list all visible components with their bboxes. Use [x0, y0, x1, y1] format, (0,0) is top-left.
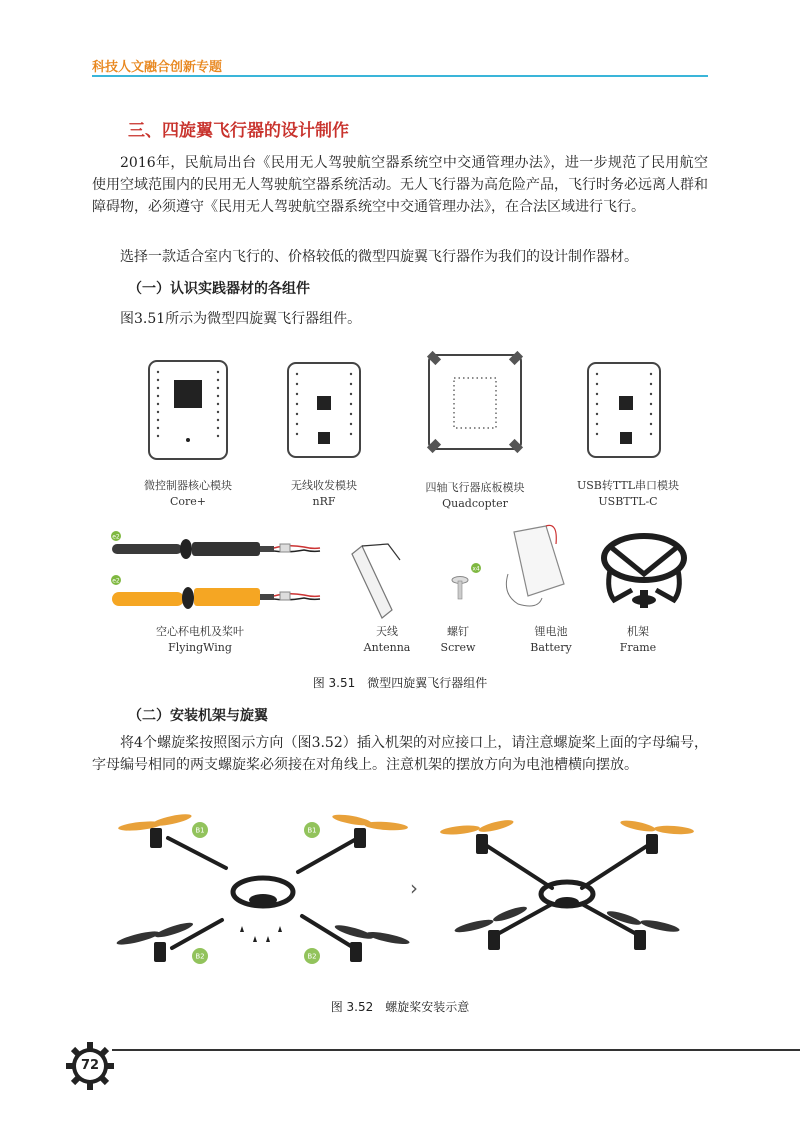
quadcopter-board-image	[426, 352, 524, 452]
caption-motor-en: FlyingWing	[168, 641, 232, 654]
figure-caption-3-52: 图 3.52 螺旋桨安装示意	[330, 1000, 470, 1014]
propeller-install-after-image	[440, 814, 694, 974]
caption-frame-zh: 机架	[627, 625, 649, 638]
screw-image	[446, 560, 486, 610]
header-divider	[92, 75, 708, 77]
propeller-tag-b2-left: B2	[195, 952, 205, 961]
caption-usbttl-zh: USB转TTL串口模块	[576, 479, 680, 492]
caption-antenna-en: Antenna	[363, 641, 411, 654]
caption-screw-zh: 螺钉	[447, 625, 469, 638]
caption-antenna-zh: 天线	[376, 625, 398, 638]
section-title: 三、四旋翼飞行器的设计制作	[128, 121, 349, 141]
page-number: 72	[80, 1058, 100, 1073]
caption-motor-zh: 空心杯电机及桨叶	[156, 625, 244, 638]
figure-caption-3-51: 图 3.51 微型四旋翼飞行器组件	[312, 676, 488, 690]
caption-antenna	[352, 624, 422, 656]
subsection-title-components: （一）认识实践器材的各组件	[128, 281, 310, 297]
propeller-tag-b1-left: B1	[195, 826, 205, 835]
caption-screw-en: Screw	[440, 641, 476, 654]
caption-core-zh: 微控制器核心模块	[144, 479, 232, 492]
motor-propeller-image	[108, 526, 328, 616]
caption-nrf-zh: 无线收发模块	[291, 479, 357, 492]
motor-tag-bottom: e2	[112, 577, 120, 585]
caption-battery-zh: 锂电池	[534, 625, 568, 638]
propeller-install-before-image	[118, 808, 408, 978]
caption-core	[118, 478, 258, 510]
core-module-image	[148, 360, 228, 460]
caption-quadcopter-zh: 四轴飞行器底板模块	[425, 481, 525, 494]
caption-nrf-en: nRF	[312, 495, 336, 508]
screw-tag: x4	[472, 565, 480, 573]
caption-usbttl-en: USBTTL-C	[598, 495, 658, 508]
paragraph-regulation: 2016年，民航局出台《民用无人驾驶航空器系统空中交通管理办法》，进一步规范了民用航空使用空域范围内的民用无人驾驶航空器系统活动。无人飞行器为高危险产品，飞行时务必远离人群和障碍物，必须遵守《民用无人驾驶航空器系统空中交通管理办法》，在合法区域进行飞行。	[92, 155, 708, 215]
subsection-title-assembly: （二）安装机架与旋翼	[128, 708, 268, 724]
caption-core-en: Core+	[169, 495, 207, 508]
battery-image	[498, 524, 568, 614]
motor-tag-top: e2	[112, 533, 120, 541]
paragraph-assembly: 将4个螺旋桨按照图示方向（图3.52）插入机架的对应接口上，请注意螺旋桨上面的字母编号，字母编号相同的两支螺旋桨必须接在对角线上。注意机架的摆放方向为电池槽横向摆放。	[92, 735, 708, 773]
caption-screw	[428, 624, 488, 656]
paragraph-selection: 选择一款适合室内飞行的、价格较低的微型四旋翼飞行器作为我们的设计制作器材。	[120, 249, 638, 265]
footer-divider	[112, 1049, 800, 1051]
usbttl-module-image	[587, 362, 661, 458]
arrow-icon: ›	[410, 876, 418, 900]
caption-usbttl	[553, 478, 703, 510]
caption-nrf	[254, 478, 394, 510]
caption-quadcopter-en: Quadcopter	[442, 497, 508, 510]
frame-image	[596, 530, 692, 612]
caption-battery	[516, 624, 586, 656]
antenna-image	[348, 540, 408, 620]
caption-frame	[606, 624, 670, 656]
header-title: 科技人文融合创新专题	[92, 60, 223, 75]
nrf-module-image	[287, 362, 361, 458]
caption-quadcopter	[405, 480, 545, 512]
propeller-tag-b2-right: B2	[307, 952, 317, 961]
paragraph-fig-intro: 图3.51所示为微型四旋翼飞行器组件。	[120, 311, 362, 327]
caption-battery-en: Battery	[530, 641, 572, 654]
caption-frame-en: Frame	[619, 641, 657, 654]
propeller-tag-b1-right: B1	[307, 826, 317, 835]
caption-motor	[140, 624, 260, 656]
